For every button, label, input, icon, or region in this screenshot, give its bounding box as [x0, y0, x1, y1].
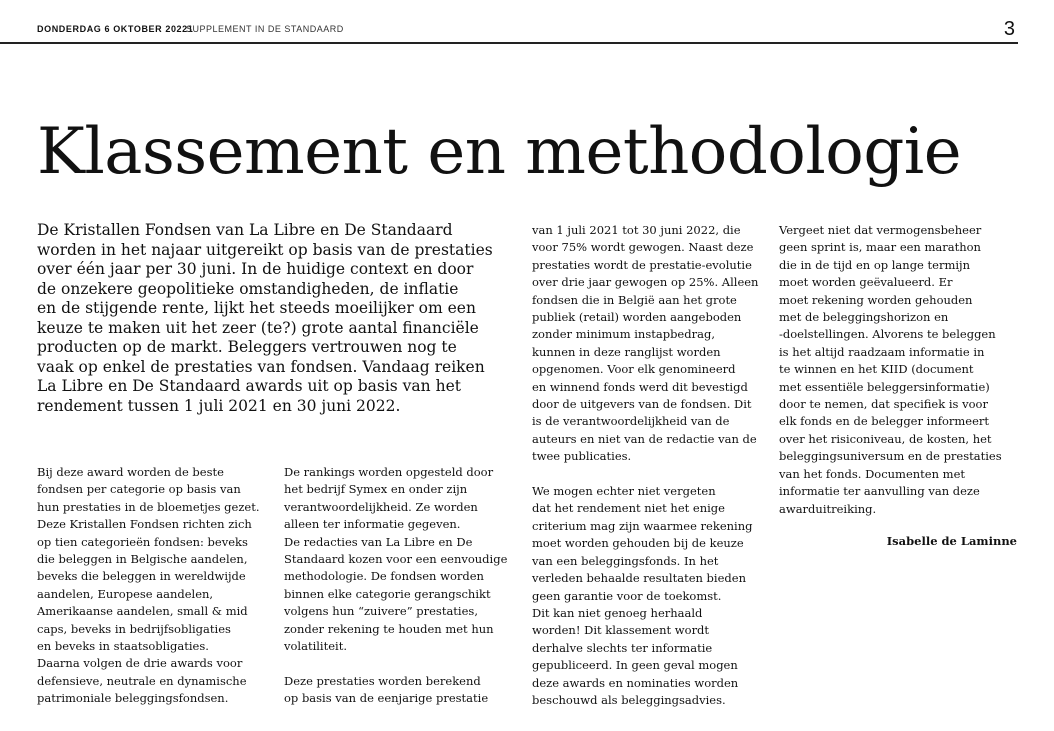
text-line: beschouwd als beleggingsadvies. — [532, 692, 726, 707]
body-column-3 — [532, 222, 758, 709]
text-line: met de beleggingshorizon en — [779, 310, 949, 325]
text-line: zonder minimum instapbedrag, — [532, 327, 715, 342]
text-line: publiek (retail) worden aangeboden — [532, 310, 742, 325]
text-line: aandelen, Europese aandelen, — [37, 586, 214, 601]
text-line: door de uitgevers van de fondsen. Dit — [532, 397, 752, 412]
text-line: auteurs en niet van de redactie van de — [532, 431, 757, 446]
col3-paragraph-b — [532, 483, 758, 709]
text-line: moet rekening worden gehouden — [779, 292, 973, 307]
text-line: Bij deze award worden de beste — [37, 465, 224, 479]
text-line: rendement tussen 1 juli 2021 en 30 juni 2022. — [37, 396, 401, 415]
text-line: die beleggen in Belgische aandelen, — [37, 552, 248, 567]
headline: Klassement en methodologie — [37, 115, 962, 189]
col2-paragraph-a — [284, 464, 507, 655]
text-line: Daarna volgen de drie awards voor — [37, 656, 243, 671]
text-line: worden in het najaar uitgereikt op basis van de prestaties — [37, 240, 493, 259]
text-line: moet worden gehouden bij de keuze — [532, 536, 744, 551]
col1-paragraph — [37, 464, 259, 708]
text-line: deze awards en nominaties worden — [532, 675, 739, 690]
text-line: kunnen in deze ranglijst worden — [532, 344, 721, 359]
text-line: -doelstellingen. Alvorens te beleggen — [779, 327, 996, 342]
text-line: defensieve, neutrale en dynamische — [37, 673, 247, 688]
text-line: is de verantwoordelijkheid van de — [532, 414, 730, 429]
paragraph-gap — [284, 655, 507, 672]
text-line: De Kristallen Fondsen van La Libre en De Standaard — [37, 221, 453, 239]
text-line: door te nemen, dat specifiek is voor — [779, 397, 988, 412]
text-line: op basis van de eenjarige prestatie — [284, 691, 489, 706]
page-number: 3 — [1003, 18, 1015, 40]
text-line: het bedrijf Symex en onder zijn — [284, 482, 468, 497]
header-supplement: SUPPLEMENT IN DE STANDAARD — [186, 24, 344, 34]
text-line: is het altijd raadzaam informatie in — [779, 344, 985, 359]
text-line: informatie ter aanvulling van deze — [779, 484, 980, 499]
text-line: Deze Kristallen Fondsen richten zich — [37, 517, 252, 532]
text-line: Deze prestaties worden berekend — [284, 673, 481, 688]
text-line: binnen elke categorie gerangschikt — [284, 586, 491, 601]
text-line: vaak op enkel de prestaties van fondsen. Vandaag reiken — [37, 357, 485, 376]
text-line: en winnend fonds werd dit bevestigd — [532, 379, 748, 394]
text-line: derhalve slechts ter informatie — [532, 640, 713, 655]
text-line: van een beleggingsfonds. In het — [532, 553, 719, 568]
text-line: zonder rekening te houden met hun — [284, 621, 494, 636]
text-line: gepubliceerd. In geen geval mogen — [532, 658, 738, 673]
text-line: van het fonds. Documenten met — [779, 466, 965, 481]
text-line: elk fonds en de belegger informeert — [779, 414, 990, 429]
text-line: criterium mag zijn waarmee rekening — [532, 518, 753, 533]
text-line: awarduitreiking. — [779, 501, 877, 516]
text-line: methodologie. De fondsen worden — [284, 569, 484, 584]
text-line: caps, beveks in bedrijfsobligaties — [37, 621, 231, 636]
text-line: patrimoniale beleggingsfondsen. — [37, 691, 229, 706]
text-line: Standaard kozen voor een eenvoudige — [284, 552, 508, 567]
text-line: verleden behaalde resultaten bieden — [532, 571, 746, 586]
page-header — [37, 18, 1017, 42]
text-line: over het risiconiveau, de kosten, het — [779, 431, 992, 446]
text-line: moet worden geëvalueerd. Er — [779, 275, 953, 290]
text-line: van 1 juli 2021 tot 30 juni 2022, die — [532, 223, 741, 237]
text-line: geen garantie voor de toekomst. — [532, 588, 722, 603]
text-line: keuze te maken uit het zeer (te?) grote aantal financiële — [37, 318, 479, 337]
text-line: met essentiële beleggersinformatie) — [779, 379, 990, 394]
header-rule — [0, 42, 1018, 44]
text-line: De redacties van La Libre en De — [284, 534, 473, 549]
text-line: en de stijgende rente, lijkt het steeds moeilijker om een — [37, 299, 476, 317]
text-line: dat het rendement niet het enige — [532, 501, 725, 516]
text-line: volatiliteit. — [284, 639, 347, 654]
text-line: die in de tijd en op lange termijn — [779, 257, 970, 272]
body-column-4 — [779, 222, 1002, 518]
text-line: en beveks in staatsobligaties. — [37, 639, 209, 654]
text-line: de onzekere geopolitieke omstandigheden, de inflatie — [37, 279, 459, 298]
text-line: geen sprint is, maar een marathon — [779, 240, 981, 255]
text-line: op tien categorieën fondsen: beveks — [37, 534, 248, 549]
text-line: over drie jaar gewogen op 25%. Alleen — [532, 275, 759, 290]
text-line: fondsen die in België aan het grote — [532, 292, 737, 307]
body-column-2 — [284, 464, 507, 708]
text-line: te winnen en het KIID (document — [779, 362, 974, 377]
text-line: over één jaar per 30 juni. In de huidige context en door — [37, 260, 474, 278]
intro-paragraph — [37, 221, 517, 416]
text-line: beleggingsuniversum en de prestaties — [779, 449, 1002, 464]
text-line: voor 75% wordt gewogen. Naast deze — [532, 240, 754, 255]
header-date: DONDERDAG 6 OKTOBER 20221 — [37, 24, 194, 34]
paragraph-gap — [532, 466, 758, 483]
text-line: verantwoordelijkheid. Ze worden — [284, 499, 478, 514]
col4-paragraph — [779, 222, 1002, 518]
text-line: Vergeet niet dat vermogensbeheer — [779, 223, 982, 237]
text-line: opgenomen. Voor elk genomineerd — [532, 362, 736, 377]
body-column-1 — [37, 464, 259, 708]
text-line: twee publicaties. — [532, 449, 632, 464]
text-line: hun prestaties in de bloemetjes gezet. — [37, 499, 260, 514]
text-line: worden! Dit klassement wordt — [532, 623, 710, 638]
text-line: Dit kan niet genoeg herhaald — [532, 605, 703, 620]
text-line: De rankings worden opgesteld door — [284, 465, 494, 479]
author-byline: Isabelle de Laminne — [886, 534, 1017, 548]
text-line: prestaties wordt de prestatie-evolutie — [532, 257, 752, 272]
text-line: We mogen echter niet vergeten — [532, 484, 716, 499]
text-line: alleen ter informatie gegeven. — [284, 517, 461, 532]
text-line: producten op de markt. Beleggers vertrouwen nog te — [37, 338, 457, 356]
col3-paragraph-a — [532, 222, 758, 466]
col2-paragraph-b — [284, 673, 507, 708]
text-line: beveks die beleggen in wereldwijde — [37, 569, 246, 584]
text-line: fondsen per categorie op basis van — [37, 482, 241, 497]
text-line: Amerikaanse aandelen, small & mid — [37, 604, 248, 619]
text-line: La Libre en De Standaard awards uit op basis van het — [37, 377, 461, 395]
text-line: volgens hun “zuivere” prestaties, — [284, 604, 478, 619]
